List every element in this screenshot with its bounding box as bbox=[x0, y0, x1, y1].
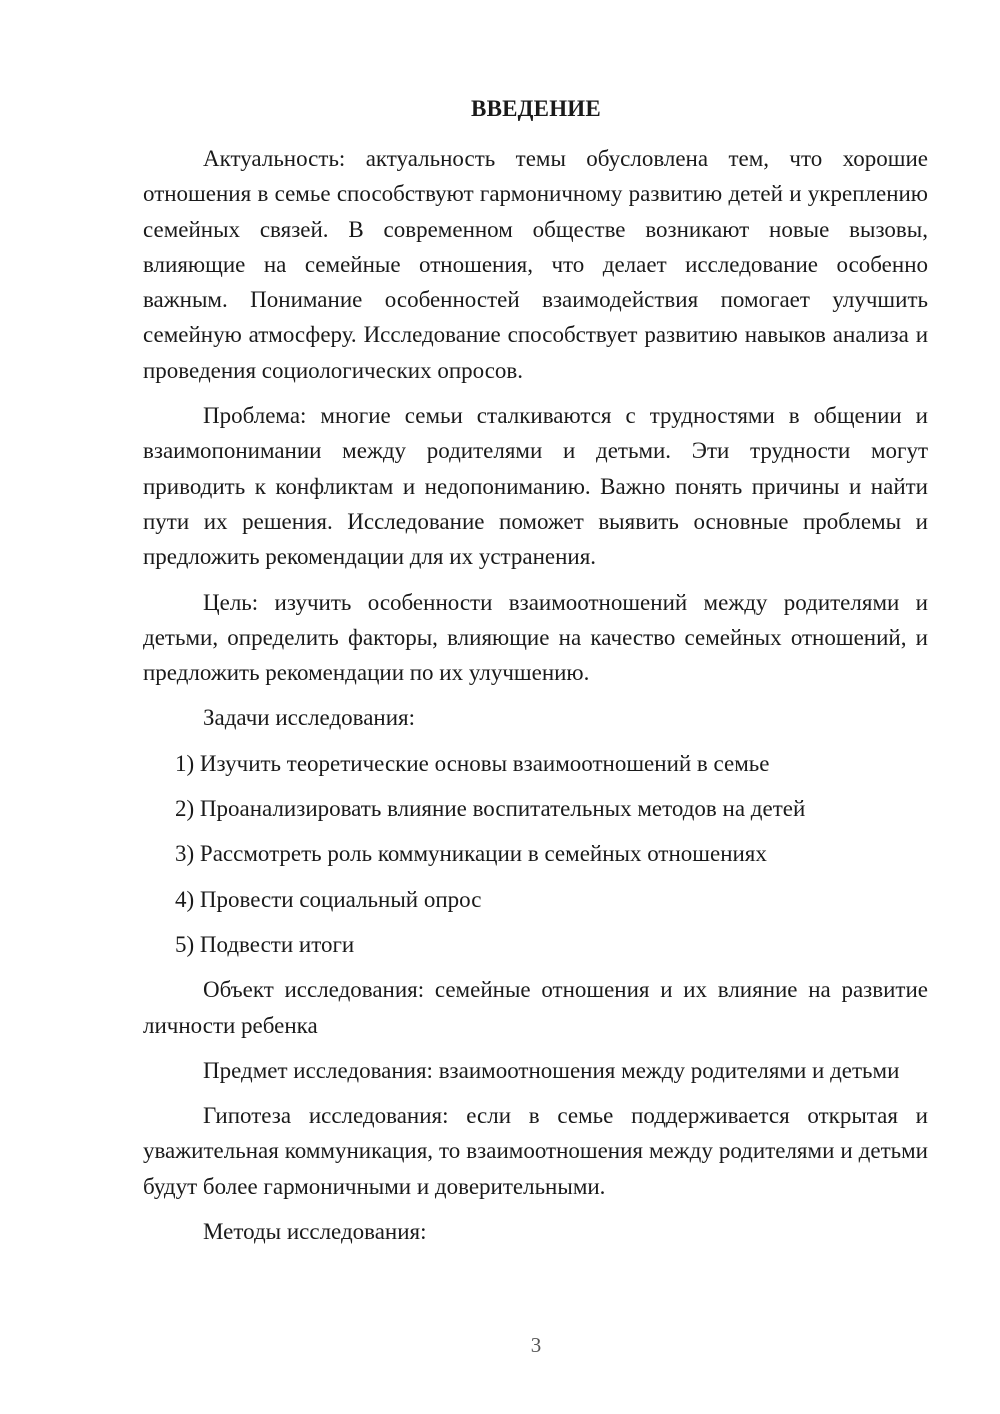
task-item-3: 3) Рассмотреть роль коммуникации в семейных отношениях bbox=[175, 841, 767, 867]
task-item-4: 4) Провести социальный опрос bbox=[175, 886, 482, 912]
methods-heading: Методы исследования: bbox=[203, 1219, 427, 1245]
tasks-list bbox=[143, 746, 928, 962]
subject-paragraph: Предмет исследования: взаимоотношения между родителями и детьми bbox=[203, 1057, 900, 1083]
goal-paragraph: Цель: изучить особенности взаимоотношений между родителями и детьми, определить факторы, влияющие на качество семейных отношений, и предложить рекомендации по их улучшению. bbox=[143, 589, 928, 686]
relevance-paragraph: Актуальность: актуальность темы обусловлена тем, что хорошие отношения в семье способствуют гармоничному развитию детей и укреплению семейных связей. В современном обществе возникают новые вызовы, влияющие на семейные отношения, что делает исследование особенно важным. Понимание особенностей взаимодействия помогает улучшить семейную атмосферу. Исследование способствует развитию навыков анализа и проведения социологических опросов. bbox=[143, 146, 928, 383]
problem-paragraph: Проблема: многие семьи сталкиваются с трудностями в общении и взаимопонимании между родителями и детьми. Эти трудности могут приводить к конфликтам и недопониманию. Важно понять причины и найти пути их решения. Исследование поможет выявить основные проблемы и предложить рекомендации для их устранения. bbox=[143, 403, 928, 570]
task-item-2: 2) Проанализировать влияние воспитательных методов на детей bbox=[175, 796, 806, 822]
hypothesis-paragraph: Гипотеза исследования: если в семье поддерживается открытая и уважительная коммуникация, то взаимоотношения между родителями и детьми будут более гармоничными и доверительными. bbox=[143, 1103, 928, 1199]
tasks-heading: Задачи исследования: bbox=[203, 705, 416, 731]
task-item-1: 1) Изучить теоретические основы взаимоотношений в семье bbox=[175, 750, 770, 776]
object-paragraph: Объект исследования: семейные отношения и их влияние на развитие личности ребенка bbox=[143, 977, 928, 1038]
section-title: ВВЕДЕНИЕ bbox=[471, 96, 601, 121]
page-number: 3 bbox=[530, 1333, 542, 1357]
task-item-5: 5) Подвести итоги bbox=[175, 931, 355, 957]
body-text bbox=[143, 141, 928, 1259]
